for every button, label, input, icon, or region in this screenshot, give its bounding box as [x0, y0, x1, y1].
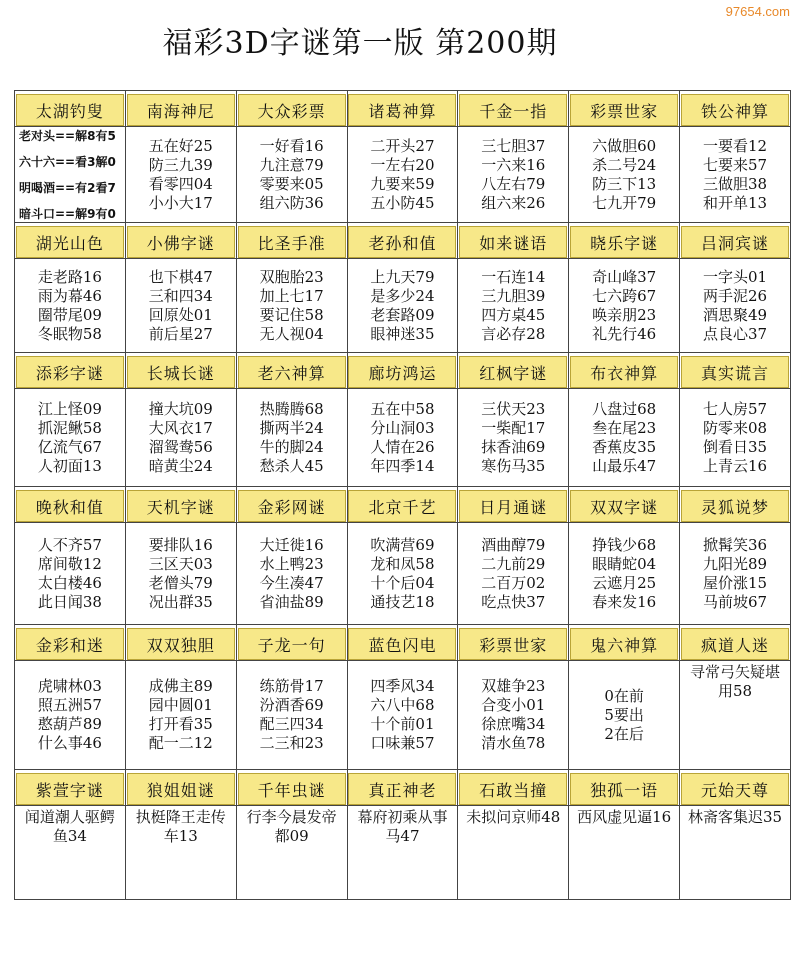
header-cell [680, 487, 791, 523]
prediction-line: 挣钱少68 [592, 535, 657, 554]
header-cell [458, 353, 569, 389]
prediction-line: 冬眠物58 [37, 324, 102, 343]
prediction-line: 暗斗口==解9有0 [19, 206, 116, 221]
prediction-line: 上九天79 [370, 267, 435, 286]
prediction-line: 山最乐47 [592, 456, 657, 475]
prediction-line: 老僧头79 [148, 573, 213, 592]
prediction-line: 闻道潮人驱鳄鱼34 [24, 808, 115, 845]
prediction-line: 憨葫芦89 [37, 715, 102, 733]
prediction-line: 圈带尾09 [37, 305, 102, 324]
predictor-name: 大众彩票 [238, 94, 346, 126]
prediction-line: 奇山峰37 [592, 267, 657, 286]
header-cell [458, 625, 569, 661]
prediction-line: 云遮月25 [592, 573, 657, 592]
predictor-name: 如来谜语 [459, 226, 567, 258]
predictor-name: 天机字谜 [127, 490, 235, 522]
prediction-line: 看零四04 [148, 174, 213, 193]
prediction-line: 合变小01 [481, 696, 546, 714]
header-cell [126, 223, 237, 259]
prediction-line: 眼神迷35 [370, 324, 435, 343]
header-row [15, 223, 791, 259]
predictor-name: 紫萱字谜 [16, 773, 124, 805]
prediction-line: 酒思聚49 [702, 305, 768, 324]
predictor-name: 彩票世家 [459, 628, 567, 660]
header-cell [348, 770, 459, 806]
prediction-line: 双胞胎23 [259, 267, 324, 286]
header-cell [680, 223, 791, 259]
prediction-line: 一石连14 [481, 267, 546, 286]
prediction-line: 二开头27 [370, 136, 435, 155]
predictor-name: 蓝色闪电 [348, 628, 456, 660]
prediction-cell [126, 127, 237, 223]
prediction-line: 五小防45 [370, 193, 435, 212]
watermark: 97654.com [725, 4, 790, 19]
prediction-line: 五在中58 [370, 399, 435, 418]
prediction-line: 况出群35 [148, 592, 213, 611]
predictor-name: 湖光山色 [16, 226, 124, 258]
prediction-line: 礼先行46 [592, 324, 657, 343]
header-row [15, 625, 791, 661]
prediction-cell [126, 523, 237, 625]
header-cell [680, 770, 791, 806]
prediction-line: 暗黄尘24 [148, 456, 213, 475]
prediction-line: 寒伤马35 [481, 456, 546, 475]
header-cell [126, 91, 237, 127]
header-cell [126, 487, 237, 523]
prediction-line: 三区天03 [148, 554, 213, 573]
header-cell [126, 770, 237, 806]
prediction-line: 打开看35 [148, 715, 213, 733]
prediction-line: 言必存28 [481, 324, 546, 343]
prediction-cell [348, 389, 459, 487]
header-cell [680, 625, 791, 661]
prediction-line: 分山洞03 [370, 418, 435, 437]
prediction-cell [569, 127, 680, 223]
header-cell [348, 91, 459, 127]
prediction-line: 三伏天23 [481, 399, 546, 418]
prediction-line: 也下棋47 [148, 267, 213, 286]
predictor-name: 千金一指 [459, 94, 567, 126]
header-cell [237, 487, 348, 523]
prediction-line: 今生凑47 [259, 573, 324, 592]
prediction-line: 六八中68 [370, 696, 435, 714]
header-cell [569, 625, 680, 661]
prediction-line: 虎啸林03 [37, 677, 102, 695]
prediction-line: 九要来59 [370, 174, 435, 193]
prediction-line: 水上鸭23 [259, 554, 324, 573]
header-cell [458, 223, 569, 259]
prediction-line: 眼睛蛇04 [592, 554, 657, 573]
predictor-name: 老孙和值 [348, 226, 456, 258]
prediction-line: 2在后 [604, 724, 644, 743]
prediction-line: 二百万02 [481, 573, 546, 592]
prediction-line: 防三九39 [148, 155, 213, 174]
prediction-line: 席间敬12 [37, 554, 102, 573]
prediction-line: 一好看16 [259, 136, 324, 155]
prediction-line: 四季风34 [370, 677, 435, 695]
header-cell [569, 223, 680, 259]
predictor-name: 元始天尊 [681, 773, 789, 805]
prediction-line: 雨为幕46 [37, 286, 102, 305]
prediction-line: 二九前29 [481, 554, 546, 573]
predictor-name: 鬼六神算 [570, 628, 678, 660]
prediction-row [15, 389, 791, 487]
header-cell [15, 353, 126, 389]
prediction-cell [680, 661, 791, 770]
prediction-line: 组六防36 [259, 193, 324, 212]
header-cell [15, 770, 126, 806]
prediction-line: 倒看日35 [702, 437, 768, 456]
prediction-line: 愁杀人45 [259, 456, 324, 475]
prediction-line: 零要来05 [259, 174, 324, 193]
predictor-name: 双双字谜 [570, 490, 678, 522]
predictor-name: 狼姐姐谜 [127, 773, 235, 805]
prediction-line: 5要出 [604, 705, 644, 724]
predictor-name: 彩票世家 [570, 94, 678, 126]
prediction-cell [237, 661, 348, 770]
prediction-line: 三九胆39 [481, 286, 546, 305]
prediction-line: 溜鸳鸯56 [148, 437, 213, 456]
predictor-name: 千年虫谜 [238, 773, 346, 805]
prediction-line: 十个后04 [370, 573, 435, 592]
prediction-line: 人初面13 [37, 456, 102, 475]
predictor-name: 布衣神算 [570, 356, 678, 388]
prediction-line: 七要来57 [702, 155, 768, 174]
header-cell [348, 625, 459, 661]
prediction-line: 大迁徙16 [259, 535, 324, 554]
prediction-line: 三七胆37 [481, 136, 546, 155]
prediction-cell [348, 259, 459, 353]
predictor-name: 老六神算 [238, 356, 346, 388]
prediction-line: 抹香油69 [481, 437, 546, 456]
prediction-line: 撕两半24 [259, 418, 324, 437]
prediction-cell [15, 259, 126, 353]
prediction-line: 前后星27 [148, 324, 213, 343]
prediction-line: 西风虚见逼16 [577, 808, 672, 826]
prediction-line: 0在前 [604, 686, 644, 705]
predictor-name: 北京千艺 [348, 490, 456, 522]
predictor-name: 铁公神算 [681, 94, 789, 126]
prediction-cell [15, 127, 126, 223]
prediction-line: 点良心37 [702, 324, 768, 343]
prediction-line: 八左右79 [481, 174, 546, 193]
prediction-line: 五在好25 [148, 136, 213, 155]
prediction-line: 抓泥鳅58 [37, 418, 102, 437]
prediction-line: 和开单13 [702, 193, 768, 212]
predictor-name: 晚秋和值 [16, 490, 124, 522]
header-cell [680, 353, 791, 389]
prediction-cell [458, 127, 569, 223]
prediction-line: 唤亲朋23 [592, 305, 657, 324]
prediction-line: 照五洲57 [37, 696, 102, 714]
prediction-line: 老套路09 [370, 305, 435, 324]
prediction-cell [348, 523, 459, 625]
prediction-line: 三做胆38 [702, 174, 768, 193]
prediction-cell [458, 389, 569, 487]
prediction-line: 三和四34 [148, 286, 213, 305]
predictor-name: 廊坊鸿运 [348, 356, 456, 388]
prediction-line: 江上怪09 [37, 399, 102, 418]
prediction-cell [680, 259, 791, 353]
predictor-name: 子龙一句 [238, 628, 346, 660]
header-cell [569, 770, 680, 806]
predictor-name: 吕洞宾谜 [681, 226, 789, 258]
predictor-name: 南海神尼 [127, 94, 235, 126]
prediction-cell [569, 661, 680, 770]
prediction-cell [237, 259, 348, 353]
header-cell [126, 625, 237, 661]
prediction-line: 热腾腾68 [259, 399, 324, 418]
prediction-line: 六十六==看3解0 [19, 154, 116, 169]
header-cell [348, 487, 459, 523]
prediction-cell [126, 259, 237, 353]
predictor-name: 金彩和迷 [16, 628, 124, 660]
prediction-line: 掀髯笑36 [702, 535, 768, 554]
predictor-name: 真正神老 [348, 773, 456, 805]
riddle-table [14, 90, 791, 900]
prediction-row [15, 523, 791, 625]
header-cell [348, 353, 459, 389]
header-cell [15, 223, 126, 259]
prediction-line: 十个前01 [370, 715, 435, 733]
header-cell [126, 353, 237, 389]
prediction-line: 要排队16 [148, 535, 213, 554]
header-row [15, 487, 791, 523]
prediction-line: 走老路16 [37, 267, 102, 286]
prediction-line: 汾酒香69 [259, 696, 324, 714]
prediction-line: 杀二号24 [592, 155, 657, 174]
prediction-line: 加上七17 [259, 286, 324, 305]
prediction-line: 通技艺18 [370, 592, 435, 611]
prediction-line: 撞大坑09 [148, 399, 213, 418]
predictor-name: 诸葛神算 [348, 94, 456, 126]
prediction-line: 叁在尾23 [592, 418, 657, 437]
prediction-line: 七九开79 [592, 193, 657, 212]
prediction-cell [569, 523, 680, 625]
prediction-row [15, 661, 791, 770]
prediction-line: 双雄争23 [481, 677, 546, 695]
header-cell [458, 91, 569, 127]
prediction-line: 一柴配17 [481, 418, 546, 437]
predictor-name: 石敢当撞 [459, 773, 567, 805]
prediction-line: 清水鱼78 [481, 734, 546, 752]
prediction-line: 徐庶嘴34 [481, 715, 546, 733]
prediction-line: 行李今晨发帝都09 [246, 808, 337, 845]
prediction-cell [458, 661, 569, 770]
prediction-line: 吹满营69 [370, 535, 435, 554]
predictor-name: 独孤一语 [570, 773, 678, 805]
prediction-line: 酒曲醇79 [481, 535, 546, 554]
prediction-line: 小小大17 [148, 193, 213, 212]
prediction-cell [237, 806, 348, 900]
prediction-cell [458, 806, 569, 900]
predictor-name: 灵狐说梦 [681, 490, 789, 522]
prediction-cell [680, 127, 791, 223]
prediction-line: 口味兼57 [370, 734, 435, 752]
header-row [15, 353, 791, 389]
predictor-name: 金彩网谜 [238, 490, 346, 522]
header-cell [237, 770, 348, 806]
prediction-line: 人不齐57 [37, 535, 102, 554]
prediction-line: 什么事46 [37, 734, 102, 752]
header-cell [348, 223, 459, 259]
prediction-cell [680, 389, 791, 487]
prediction-row [15, 259, 791, 353]
prediction-line: 防零来08 [702, 418, 768, 437]
predictor-name: 双双独胆 [127, 628, 235, 660]
header-row [15, 770, 791, 806]
prediction-line: 年四季14 [370, 456, 435, 475]
prediction-cell [237, 523, 348, 625]
predictor-name: 真实谎言 [681, 356, 789, 388]
prediction-cell [569, 806, 680, 900]
prediction-cell [15, 806, 126, 900]
prediction-cell [15, 523, 126, 625]
prediction-line: 一字头01 [702, 267, 768, 286]
page-title: 福彩3D字谜第一版 第200期 [162, 26, 558, 61]
header-cell [569, 487, 680, 523]
predictor-name: 晓乐字谜 [570, 226, 678, 258]
prediction-line: 大风衣17 [148, 418, 213, 437]
prediction-line: 屋价涨15 [702, 573, 768, 592]
prediction-line: 太白楼46 [37, 573, 102, 592]
prediction-line: 寻常弓矢疑堪用58 [689, 663, 780, 700]
prediction-line: 九注意79 [259, 155, 324, 174]
prediction-line: 组六来26 [481, 193, 546, 212]
header-cell [680, 91, 791, 127]
prediction-cell [348, 806, 459, 900]
prediction-cell [15, 389, 126, 487]
prediction-line: 八盘过68 [592, 399, 657, 418]
prediction-line: 未拟问京师48 [466, 808, 561, 826]
prediction-cell [680, 806, 791, 900]
prediction-line: 两手泥26 [702, 286, 768, 305]
predictor-name: 长城长谜 [127, 356, 235, 388]
prediction-cell [680, 523, 791, 625]
prediction-line: 四方桌45 [481, 305, 546, 324]
prediction-line: 园中圆01 [148, 696, 213, 714]
prediction-cell [569, 389, 680, 487]
prediction-cell [126, 806, 237, 900]
prediction-line: 香蕉皮35 [592, 437, 657, 456]
prediction-line: 一六来16 [481, 155, 546, 174]
header-cell [237, 625, 348, 661]
prediction-cell [237, 127, 348, 223]
prediction-line: 七六跨67 [592, 286, 657, 305]
prediction-line: 成佛主89 [148, 677, 213, 695]
prediction-line: 亿流气67 [37, 437, 102, 456]
predictor-name: 疯道人迷 [681, 628, 789, 660]
header-row [15, 91, 791, 127]
prediction-cell [458, 259, 569, 353]
prediction-cell [348, 127, 459, 223]
prediction-line: 吃点快37 [481, 592, 546, 611]
prediction-cell [458, 523, 569, 625]
prediction-line: 一左右20 [370, 155, 435, 174]
prediction-line: 春来发16 [592, 592, 657, 611]
prediction-line: 无人视04 [259, 324, 324, 343]
prediction-line: 一要看12 [702, 136, 768, 155]
predictor-name: 红枫字谜 [459, 356, 567, 388]
prediction-row [15, 806, 791, 900]
prediction-line: 七人房57 [702, 399, 768, 418]
header-cell [237, 91, 348, 127]
prediction-line: 配一二12 [148, 734, 213, 752]
prediction-cell [126, 661, 237, 770]
predictor-name: 小佛字谜 [127, 226, 235, 258]
prediction-cell [126, 389, 237, 487]
prediction-cell [15, 661, 126, 770]
prediction-line: 龙和凤58 [370, 554, 435, 573]
header-cell [237, 223, 348, 259]
header-cell [237, 353, 348, 389]
prediction-line: 人情在26 [370, 437, 435, 456]
prediction-line: 执梃降王走传车13 [135, 808, 226, 845]
prediction-line: 练筋骨17 [259, 677, 324, 695]
prediction-line: 配三四34 [259, 715, 324, 733]
prediction-line: 是多少24 [370, 286, 435, 305]
prediction-line: 九阳光89 [702, 554, 768, 573]
prediction-line: 此日闻38 [37, 592, 102, 611]
header-cell [15, 625, 126, 661]
prediction-cell [569, 259, 680, 353]
prediction-row [15, 127, 791, 223]
prediction-line: 二三和23 [259, 734, 324, 752]
prediction-line: 马前坡67 [702, 592, 768, 611]
header-cell [15, 487, 126, 523]
predictor-name: 添彩字谜 [16, 356, 124, 388]
prediction-cell [348, 661, 459, 770]
predictor-name: 日月通谜 [459, 490, 567, 522]
predictor-name: 比圣手准 [238, 226, 346, 258]
prediction-line: 幕府初乘从事马47 [357, 808, 448, 845]
prediction-line: 六做胆60 [592, 136, 657, 155]
prediction-line: 上青云16 [702, 456, 768, 475]
header-cell [458, 770, 569, 806]
header-cell [569, 91, 680, 127]
prediction-cell [237, 389, 348, 487]
prediction-line: 牛的脚24 [259, 437, 324, 456]
prediction-line: 明喝酒==有2看7 [19, 180, 116, 195]
predictor-name: 太湖钓叟 [16, 94, 124, 126]
header-cell [569, 353, 680, 389]
header-cell [458, 487, 569, 523]
prediction-line: 省油盐89 [259, 592, 324, 611]
prediction-line: 防三下13 [592, 174, 657, 193]
prediction-line: 老对头==解8有5 [19, 128, 116, 143]
prediction-line: 回原处01 [148, 305, 213, 324]
prediction-line: 林斋客集迟35 [687, 808, 783, 826]
prediction-line: 要记住58 [259, 305, 324, 324]
